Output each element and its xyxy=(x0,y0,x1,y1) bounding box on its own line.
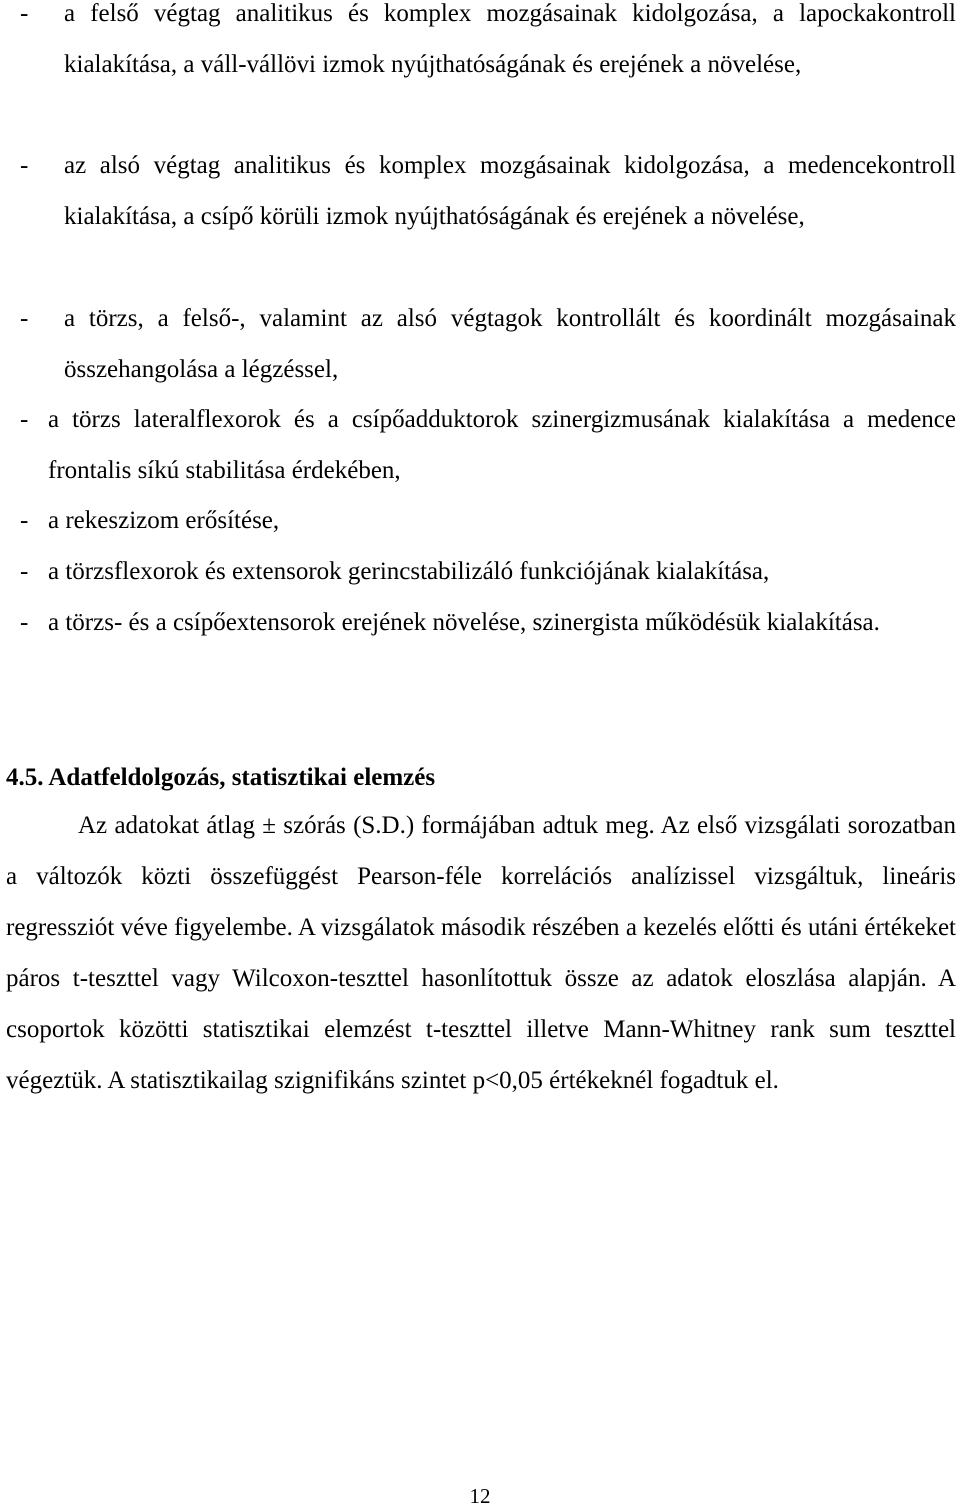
list-dash: - xyxy=(20,152,29,179)
list-item xyxy=(20,0,956,90)
section-heading: 4.5. Adatfeldolgozás, statisztikai elemzés xyxy=(6,764,436,791)
list-dash: - xyxy=(20,609,29,636)
list-item xyxy=(20,597,956,648)
list-item xyxy=(20,495,956,546)
section-paragraph: Az adatokat átlag ± szórás (S.D.) formájában adtuk meg. Az első vizsgálati sorozatban a változók közti összefüggést Pearson-féle korrelációs analízissel vizsgáltuk, lineáris regressziót véve figyelembe. A vizsgálatok második részében a kezelés előtti és utáni értékeket páros t-teszttel vagy Wilcoxon-teszttel hasonlítottuk össze az adatok eloszlása alapján. A csoportok közötti statisztikai elemzést t-teszttel illetve Mann-Whitney rank sum teszttel végeztük. A statisztikailag szignifikáns szintet p<0,05 értékeknél fogadtuk el. xyxy=(6,812,956,1094)
list-item-text: a törzsflexorok és extensorok gerincstabilizáló funkciójának kialakítása, xyxy=(48,558,770,585)
page-number: 12 xyxy=(469,1484,491,1508)
list-item xyxy=(20,394,956,496)
list-dash: - xyxy=(20,406,29,433)
list-item xyxy=(20,140,956,242)
list-dash: - xyxy=(20,305,29,332)
list-item-text: az alsó végtag analitikus és komplex mozgásainak kidolgozása, a medencekontroll kialakítása, a csípő körüli izmok nyújthatóságának és erejének a növelése, xyxy=(64,152,956,230)
list-dash: - xyxy=(20,507,29,534)
list-item-text: a törzs, a felső-, valamint az alsó végtagok kontrollált és koordinált mozgásainak összehangolása a légzéssel, xyxy=(64,305,956,383)
list-item-text: a törzs lateralflexorok és a csípőadduktorok szinergizmusának kialakítása a medence frontalis síkú stabilitása érdekében, xyxy=(48,406,956,484)
list-item-text: a rekeszizom erősítése, xyxy=(48,507,280,534)
list-dash: - xyxy=(20,0,29,27)
list-dash: - xyxy=(20,558,29,585)
list-item xyxy=(20,293,956,395)
list-item-text: a törzs- és a csípőextensorok erejének növelése, szinergista működésük kialakítása. xyxy=(48,609,880,636)
list-item-text: a felső végtag analitikus és komplex mozgásainak kidolgozása, a lapockakontroll kialakítása, a váll-vállövi izmok nyújthatóságának és erejének a növelése, xyxy=(64,0,956,78)
list-item xyxy=(20,546,956,597)
